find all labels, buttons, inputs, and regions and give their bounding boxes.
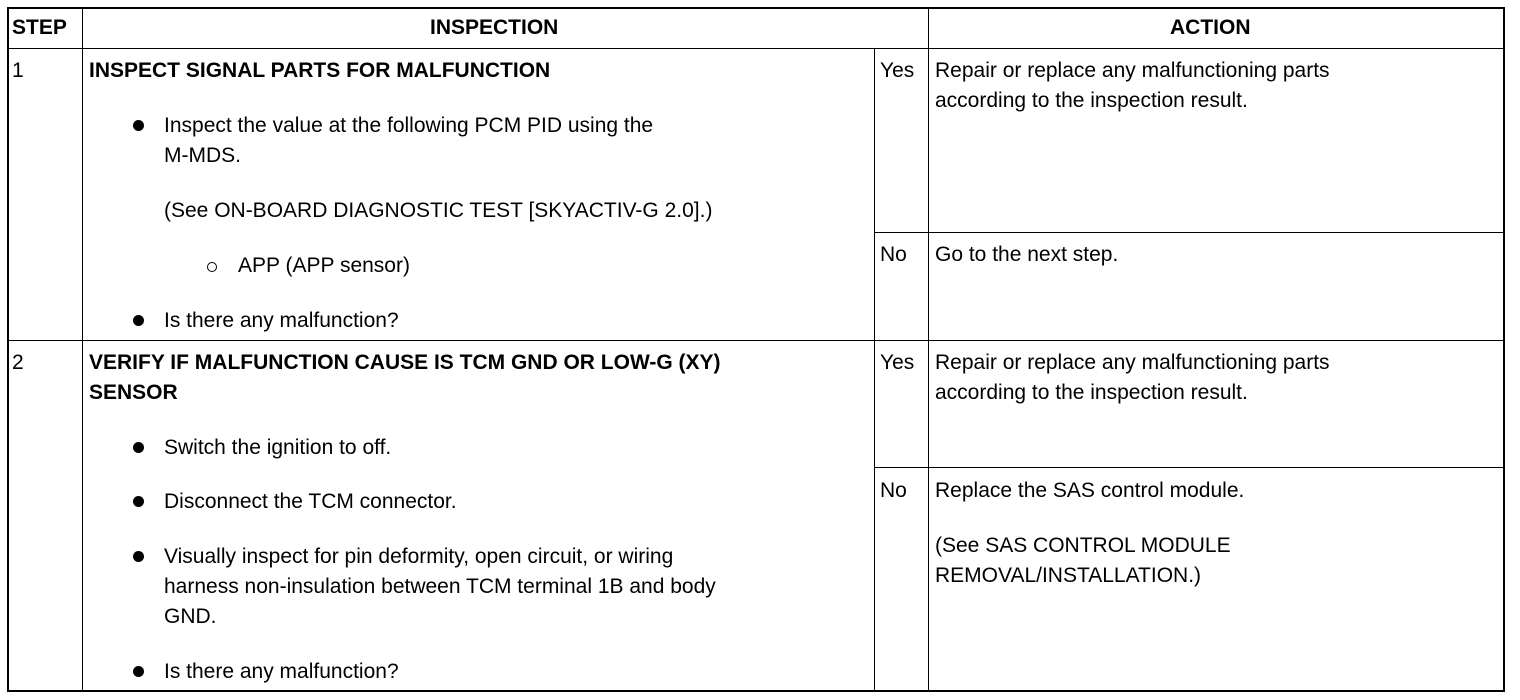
yes-action-text: according to the inspection result.	[935, 381, 1248, 404]
no-action-text: Replace the SAS control module.	[935, 479, 1245, 502]
header-step: STEP	[12, 16, 67, 39]
list-item: Inspect the value at the following PCM PID using the	[164, 114, 654, 137]
reference-text: REMOVAL/INSTALLATION.)	[935, 564, 1202, 587]
list-item: Visually inspect for pin deformity, open circuit, or wiring	[164, 545, 674, 568]
no-label: No	[880, 479, 907, 502]
col-divider-yesno	[874, 49, 875, 690]
bullet-icon	[133, 315, 144, 326]
sub-list-item: APP (APP sensor)	[238, 254, 410, 277]
no-action-text: Go to the next step.	[935, 243, 1119, 266]
list-item: harness non-insulation between TCM terminal 1B and body	[164, 575, 716, 598]
row-divider	[9, 340, 1503, 341]
reference-text: (See ON-BOARD DIAGNOSTIC TEST [SKYACTIV-G 2.0].)	[164, 199, 713, 222]
list-item: Is there any malfunction?	[164, 309, 399, 332]
yes-action-text: Repair or replace any malfunctioning parts	[935, 59, 1330, 82]
bullet-icon	[133, 496, 144, 507]
bullet-icon	[133, 666, 144, 677]
bullet-icon	[133, 442, 144, 453]
row2-yes-no-divider	[874, 467, 1503, 468]
step-number: 1	[12, 59, 24, 82]
reference-text: (See SAS CONTROL MODULE	[935, 534, 1231, 557]
yes-action-text: according to the inspection result.	[935, 89, 1248, 112]
step-title: SENSOR	[89, 381, 178, 404]
step-title: VERIFY IF MALFUNCTION CAUSE IS TCM GND OR LOW-G (XY)	[89, 351, 721, 374]
bullet-icon	[133, 551, 144, 562]
row1-yes-no-divider	[874, 232, 1503, 233]
list-item: M-MDS.	[164, 144, 241, 167]
bullet-icon	[133, 120, 144, 131]
list-item: GND.	[164, 605, 217, 628]
yes-label: Yes	[880, 351, 915, 374]
col-divider-inspection	[928, 9, 929, 690]
col-divider-step	[82, 9, 83, 690]
step-title: INSPECT SIGNAL PARTS FOR MALFUNCTION	[89, 59, 551, 82]
header-divider	[9, 48, 1503, 49]
no-label: No	[880, 243, 907, 266]
yes-action-text: Repair or replace any malfunctioning parts	[935, 351, 1330, 374]
yes-label: Yes	[880, 59, 915, 82]
header-inspection: INSPECTION	[430, 16, 559, 39]
list-item: Is there any malfunction?	[164, 660, 399, 683]
sub-bullet-icon	[207, 262, 217, 272]
list-item: Disconnect the TCM connector.	[164, 490, 457, 513]
header-action: ACTION	[1170, 16, 1251, 39]
list-item: Switch the ignition to off.	[164, 436, 392, 459]
step-number: 2	[12, 351, 24, 374]
